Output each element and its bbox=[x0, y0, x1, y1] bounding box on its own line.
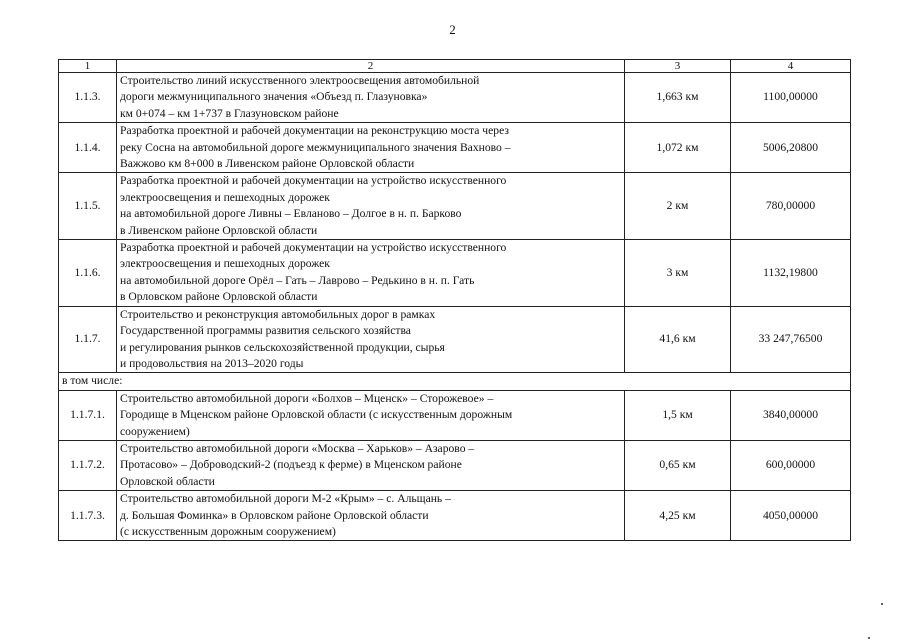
row-length: 41,6 км bbox=[625, 306, 731, 373]
header-col-1: 1 bbox=[59, 60, 117, 73]
description-line: и регулирования рынков сельскохозяйственной продукции, сырья bbox=[120, 340, 445, 354]
description-line: в Орловском районе Орловской области bbox=[120, 290, 318, 304]
row-description bbox=[117, 240, 625, 307]
subtotal-label: в том числе: bbox=[59, 373, 851, 390]
row-description bbox=[117, 73, 625, 123]
description-line: Строительство и реконструкция автомобильных дорог в рамках bbox=[120, 307, 436, 321]
table-header-row bbox=[59, 60, 851, 73]
description-line: Строительство автомобильной дороги «Москва – Харьков» – Азарово – bbox=[120, 441, 475, 455]
header-col-4: 4 bbox=[731, 60, 851, 73]
row-length: 1,072 км bbox=[625, 123, 731, 173]
header-col-3: 3 bbox=[625, 60, 731, 73]
description-line: Городище в Мценском районе Орловской области (с искусственным дорожным bbox=[120, 408, 513, 422]
header-col-2: 2 bbox=[117, 60, 625, 73]
table-row bbox=[59, 240, 851, 307]
row-description bbox=[117, 390, 625, 440]
table-row bbox=[59, 123, 851, 173]
row-number: 1.1.7.3. bbox=[59, 491, 117, 541]
description-line: Орловской области bbox=[120, 474, 215, 488]
row-amount: 4050,00000 bbox=[731, 491, 851, 541]
description-line: дороги межмуниципального значения «Объезд п. Глазуновка» bbox=[120, 90, 428, 104]
row-description bbox=[117, 306, 625, 373]
description-line: (с искусственным дорожным сооружением) bbox=[120, 524, 336, 538]
description-line: Разработка проектной и рабочей документации на реконструкцию моста через bbox=[120, 124, 509, 138]
scan-speck bbox=[868, 637, 870, 639]
row-length: 0,65 км bbox=[625, 440, 731, 490]
works-table bbox=[58, 59, 851, 541]
description-line: Важжово км 8+000 в Ливенском районе Орловской области bbox=[120, 157, 415, 171]
description-line: электроосвещения и пешеходных дорожек bbox=[120, 190, 330, 204]
row-amount: 780,00000 bbox=[731, 173, 851, 240]
row-number: 1.1.4. bbox=[59, 123, 117, 173]
row-number: 1.1.3. bbox=[59, 73, 117, 123]
description-line: в Ливенском районе Орловской области bbox=[120, 223, 318, 237]
row-length: 2 км bbox=[625, 173, 731, 240]
page-number: 2 bbox=[449, 22, 456, 37]
row-description bbox=[117, 491, 625, 541]
subtotal-row bbox=[59, 373, 851, 390]
row-number: 1.1.5. bbox=[59, 173, 117, 240]
row-number: 1.1.7. bbox=[59, 306, 117, 373]
description-line: Разработка проектной и рабочей документации на устройство искусственного bbox=[120, 241, 507, 255]
description-line: Строительство автомобильной дороги М-2 «Крым» – с. Альщань – bbox=[120, 492, 451, 506]
description-line: электроосвещения и пешеходных дорожек bbox=[120, 257, 330, 271]
description-line: Строительство автомобильной дороги «Болхов – Мценск» – Сторожевое» – bbox=[120, 391, 494, 405]
table-row bbox=[59, 73, 851, 123]
row-amount: 600,00000 bbox=[731, 440, 851, 490]
description-line: сооружением) bbox=[120, 424, 190, 438]
row-amount: 3840,00000 bbox=[731, 390, 851, 440]
description-line: реку Сосна на автомобильной дороге межмуниципального значения Вахново – bbox=[120, 140, 511, 154]
description-line: и продовольствия на 2013–2020 годы bbox=[120, 356, 304, 370]
description-line: Государственной программы развития сельского хозяйства bbox=[120, 324, 411, 338]
row-length: 1,663 км bbox=[625, 73, 731, 123]
row-amount: 5006,20800 bbox=[731, 123, 851, 173]
description-line: Разработка проектной и рабочей документации на устройство искусственного bbox=[120, 174, 507, 188]
row-description bbox=[117, 173, 625, 240]
table-row bbox=[59, 173, 851, 240]
row-number: 1.1.7.1. bbox=[59, 390, 117, 440]
row-amount: 1100,00000 bbox=[731, 73, 851, 123]
description-line: Строительство линий искусственного электроосвещения автомобильной bbox=[120, 74, 480, 87]
description-line: на автомобильной дороге Орёл – Гать – Лаврово – Редькино в н. п. Гать bbox=[120, 273, 475, 287]
table-row bbox=[59, 440, 851, 490]
row-description bbox=[117, 440, 625, 490]
row-number: 1.1.7.2. bbox=[59, 440, 117, 490]
description-line: км 0+074 – км 1+737 в Глазуновском районе bbox=[120, 106, 339, 120]
description-line: Протасово» – Доброводский-2 (подъезд к ферме) в Мценском районе bbox=[120, 458, 462, 472]
table-row bbox=[59, 491, 851, 541]
row-amount: 33 247,76500 bbox=[731, 306, 851, 373]
description-line: д. Большая Фоминка» в Орловском районе Орловской области bbox=[120, 508, 429, 522]
row-length: 3 км bbox=[625, 240, 731, 307]
row-length: 1,5 км bbox=[625, 390, 731, 440]
row-description bbox=[117, 123, 625, 173]
row-number: 1.1.6. bbox=[59, 240, 117, 307]
row-amount: 1132,19800 bbox=[731, 240, 851, 307]
row-length: 4,25 км bbox=[625, 491, 731, 541]
table-row bbox=[59, 306, 851, 373]
scan-speck bbox=[881, 603, 883, 605]
description-line: на автомобильной дороге Ливны – Евланово – Долгое в н. п. Барково bbox=[120, 207, 462, 221]
table-row bbox=[59, 390, 851, 440]
